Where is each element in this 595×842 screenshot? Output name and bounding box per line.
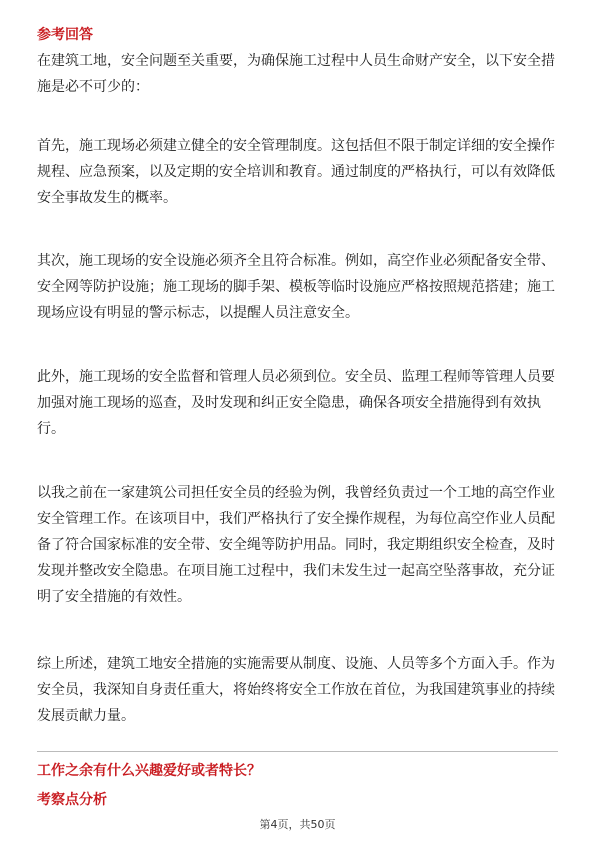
paragraph-third: 此外，施工现场的安全监督和管理人员必须到位。安全员、监理工程师等管理人员要加强对施工现场的巡查，及时发现和纠正安全隐患，确保各项安全措施得到有效执行。 <box>37 369 555 437</box>
next-question-title: 工作之余有什么兴趣爱好或者特长？ <box>37 763 261 779</box>
paragraph-experience: 以我之前在一家建筑公司担任安全员的经验为例，我曾经负责过一个工地的高空作业安全管理工作。在该项目中，我们严格执行了安全操作规程，为每位高空作业人员配备了符合国家标准的安全带、安全绳等防护用品。同时，我定期组织安全检查，及时发现并整改安全隐患。在项目施工过程中，我们未发生过一起高空坠落事故，充分证明了安全措施的有效性。 <box>37 485 555 605</box>
paragraph-second: 其次，施工现场的安全设施必须齐全且符合标准。例如，高空作业必须配备安全带、安全网等防护设施；施工现场的脚手架、模板等临时设施应严格按照规范搭建；施工现场应设有明显的警示标志，以提醒人员注意安全。 <box>37 253 555 321</box>
section-divider <box>37 751 558 752</box>
paragraph-summary: 综上所述，建筑工地安全措施的实施需要从制度、设施、人员等多个方面入手。作为安全员，我深知自身责任重大，将始终将安全工作放在首位，为我国建筑事业的持续发展贡献力量。 <box>37 656 555 724</box>
answer-section-title: 参考回答 <box>37 27 93 43</box>
page-number-footer: 第4页，共50页 <box>259 818 336 831</box>
analysis-section-title: 考察点分析 <box>37 792 107 808</box>
paragraph-first: 首先，施工现场必须建立健全的安全管理制度。这包括但不限于制定详细的安全操作规程、应急预案，以及定期的安全培训和教育。通过制度的严格执行，可以有效降低安全事故发生的概率。 <box>37 138 555 206</box>
paragraph-intro: 在建筑工地，安全问题至关重要，为确保施工过程中人员生命财产安全，以下安全措施是必不可少的： <box>37 53 555 95</box>
